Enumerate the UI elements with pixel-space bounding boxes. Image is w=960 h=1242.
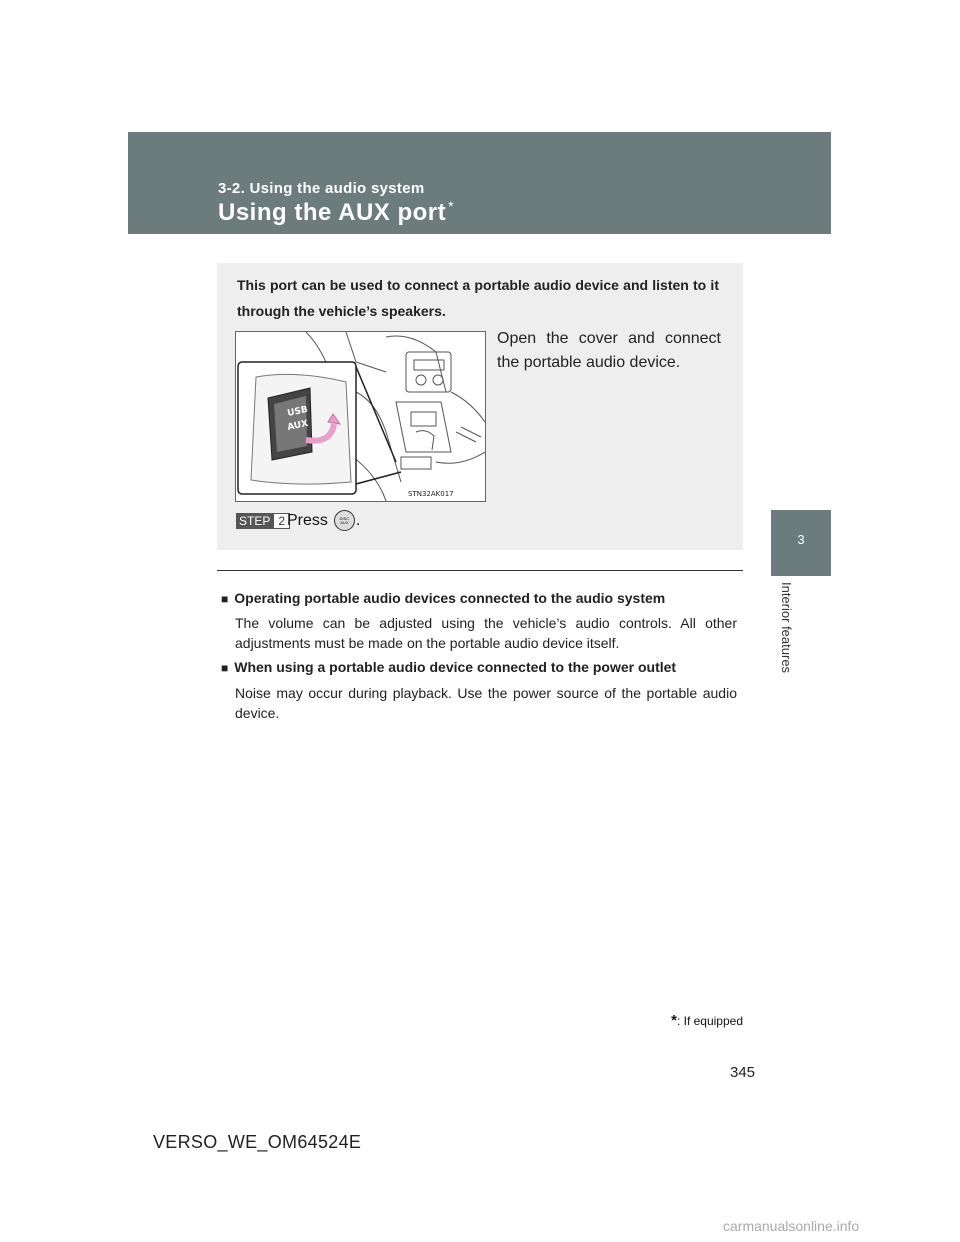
aux-button-label: AUX xyxy=(340,519,349,525)
step2-text-before: Press xyxy=(287,511,328,529)
disc-aux-button-icon xyxy=(334,510,355,531)
square-bullet-icon: ■ xyxy=(221,661,229,675)
watermark: carmanualsonline.info xyxy=(723,1218,860,1234)
note-body: Noise may occur during playback. Use the power source of the portable audio device. xyxy=(235,685,737,721)
footnote-text: : If equipped xyxy=(676,1014,743,1028)
step2-badge xyxy=(236,513,290,529)
usb-port-label: USB xyxy=(286,404,309,419)
footnote xyxy=(620,1012,743,1029)
aux-port-figure xyxy=(235,331,486,502)
note-heading-text: Operating portable audio devices connected to the audio system xyxy=(234,590,666,606)
footnote-mark: * xyxy=(671,1012,677,1029)
step1-instruction: Open the cover and connect the portable audio device. xyxy=(497,330,721,371)
section-divider xyxy=(217,570,743,571)
section-label: 3-2. Using the audio system xyxy=(218,180,425,197)
square-bullet-icon: ■ xyxy=(221,592,229,606)
page-title xyxy=(218,198,454,227)
note-heading xyxy=(221,659,676,675)
page-number: 345 xyxy=(730,1064,756,1081)
figure-code: STN32AK017 xyxy=(408,490,454,498)
aux-port-label: AUX xyxy=(286,418,310,433)
intro-text: This port can be used to connect a portable audio device and listen to it through the vehicle’s speakers. xyxy=(237,277,719,319)
document-code: VERSO_WE_OM64524E xyxy=(153,1132,362,1152)
chapter-number: 3 xyxy=(797,532,805,547)
step2-badge-number: 2 xyxy=(273,513,290,529)
chapter-label: Interior features xyxy=(779,582,794,674)
note-heading xyxy=(221,590,665,606)
note-heading-text: When using a portable audio device connected to the power outlet xyxy=(234,659,677,675)
step2-text-after: . xyxy=(355,511,361,529)
dashboard-illustration xyxy=(236,332,485,501)
step2-instruction xyxy=(287,510,360,531)
page-title-text: Using the AUX port xyxy=(218,199,447,226)
note-body: The volume can be adjusted using the vehicle’s audio controls. All other adjustments must be made on the portable audio device itself. xyxy=(235,615,737,651)
disc-button-label: DISC xyxy=(339,515,350,521)
equipped-mark: * xyxy=(448,198,455,214)
step2-badge-word: STEP xyxy=(236,513,273,529)
